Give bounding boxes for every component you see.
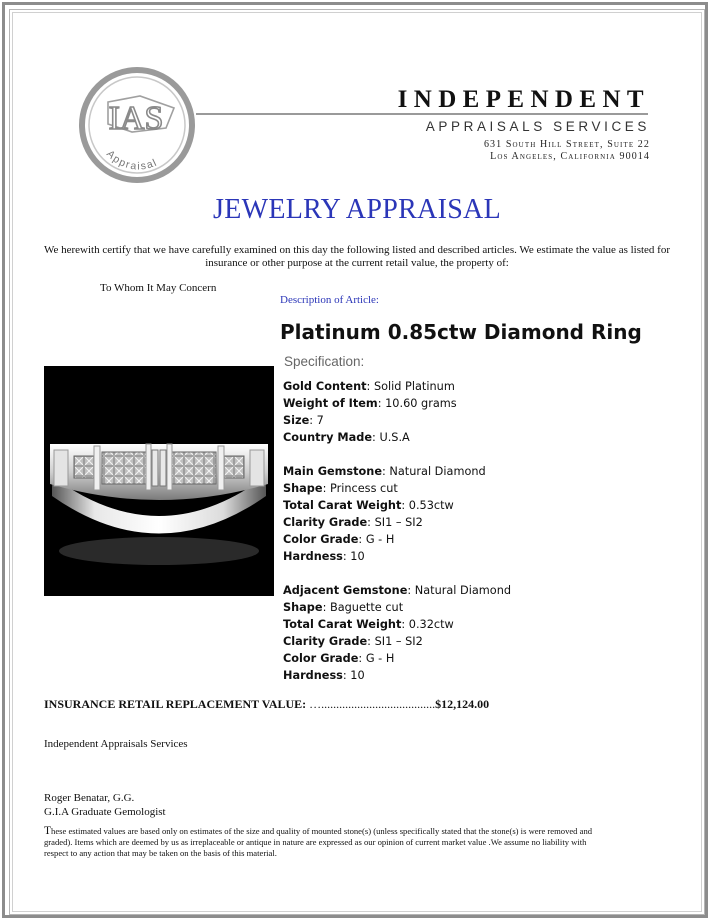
company-address (380, 139, 650, 163)
company-subtitle: APPRAISALS SERVICES (425, 119, 650, 134)
logo-letters: IAS (108, 100, 164, 137)
spec-row: Hardness: 10 (283, 669, 365, 682)
spec-row: Hardness: 10 (283, 550, 365, 563)
spec-row: Adjacent Gemstone: Natural Diamond (283, 584, 512, 597)
spec-row: Gold Content: Solid Platinum (283, 380, 455, 393)
signature-company: Independent Appraisals Services (44, 738, 188, 750)
company-name: INDEPENDENT (397, 86, 650, 113)
spec-row: Size: 7 (283, 414, 324, 427)
item-title: Platinum 0.85ctw Diamond Ring (280, 320, 642, 344)
appraiser-credential: G.I.A Graduate Gemologist (44, 806, 166, 818)
insurance-dots: …...................................... (306, 697, 436, 711)
insurance-value-line (44, 697, 489, 712)
description-label: Description of Article: (280, 294, 379, 306)
spec-row: Total Carat Weight: 0.32ctw (283, 618, 454, 631)
certification-text: We herewith certify that we have carefully examined on this day the following listed and described articles. We estimate the value as listed for insurance or other purpose at the current retail value, the property of: (43, 244, 671, 269)
spec-row: Shape: Baguette cut (283, 601, 404, 614)
spec-row: Color Grade: G - H (283, 652, 395, 665)
document-title: JEWELRY APPRAISAL (213, 194, 501, 225)
spec-row: Clarity Grade: SI1 – SI2 (283, 516, 423, 529)
spec-row: Clarity Grade: SI1 – SI2 (283, 635, 423, 648)
address-line-1: 631 South Hill Street, Suite 22 (483, 139, 650, 150)
appraiser-name: Roger Benatar, G.G. (44, 792, 135, 804)
spec-row: Shape: Princess cut (283, 482, 398, 495)
ias-logo (78, 66, 196, 184)
spec-row: Main Gemstone: Natural Diamond (283, 465, 486, 478)
disclaimer-body: hese estimated values are based only on estimates of the size and quality of mounted stone(s) (unless specifically stated that the stone(s) is were removed and graded). Items which are deemed by us as irreplaceable or antique in nature are expressed as our opinion of current market value .We assume no liability with respect to any action that may be taken on the basis of this material. (44, 826, 593, 858)
signature-block (44, 791, 166, 819)
insurance-value: $12,124.00 (435, 697, 490, 711)
header-divider (196, 113, 648, 115)
spec-row: Color Grade: G - H (283, 533, 395, 546)
disclaimer-first-letter: T (44, 825, 52, 837)
specification-label: Specification: (284, 354, 365, 369)
logo-ring-text: Appraisal (103, 147, 160, 173)
spec-row: Total Carat Weight: 0.53ctw (283, 499, 454, 512)
property-owner: To Whom It May Concern (100, 282, 217, 294)
spec-row: Weight of Item: 10.60 grams (283, 397, 457, 410)
spec-row: Country Made: U.S.A (283, 431, 410, 444)
specification-list (283, 378, 673, 684)
disclaimer-text (44, 826, 604, 859)
insurance-label: INSURANCE RETAIL REPLACEMENT VALUE: (44, 697, 307, 711)
ring-photo (44, 366, 274, 596)
address-line-2: Los Angeles, California 90014 (490, 151, 650, 162)
